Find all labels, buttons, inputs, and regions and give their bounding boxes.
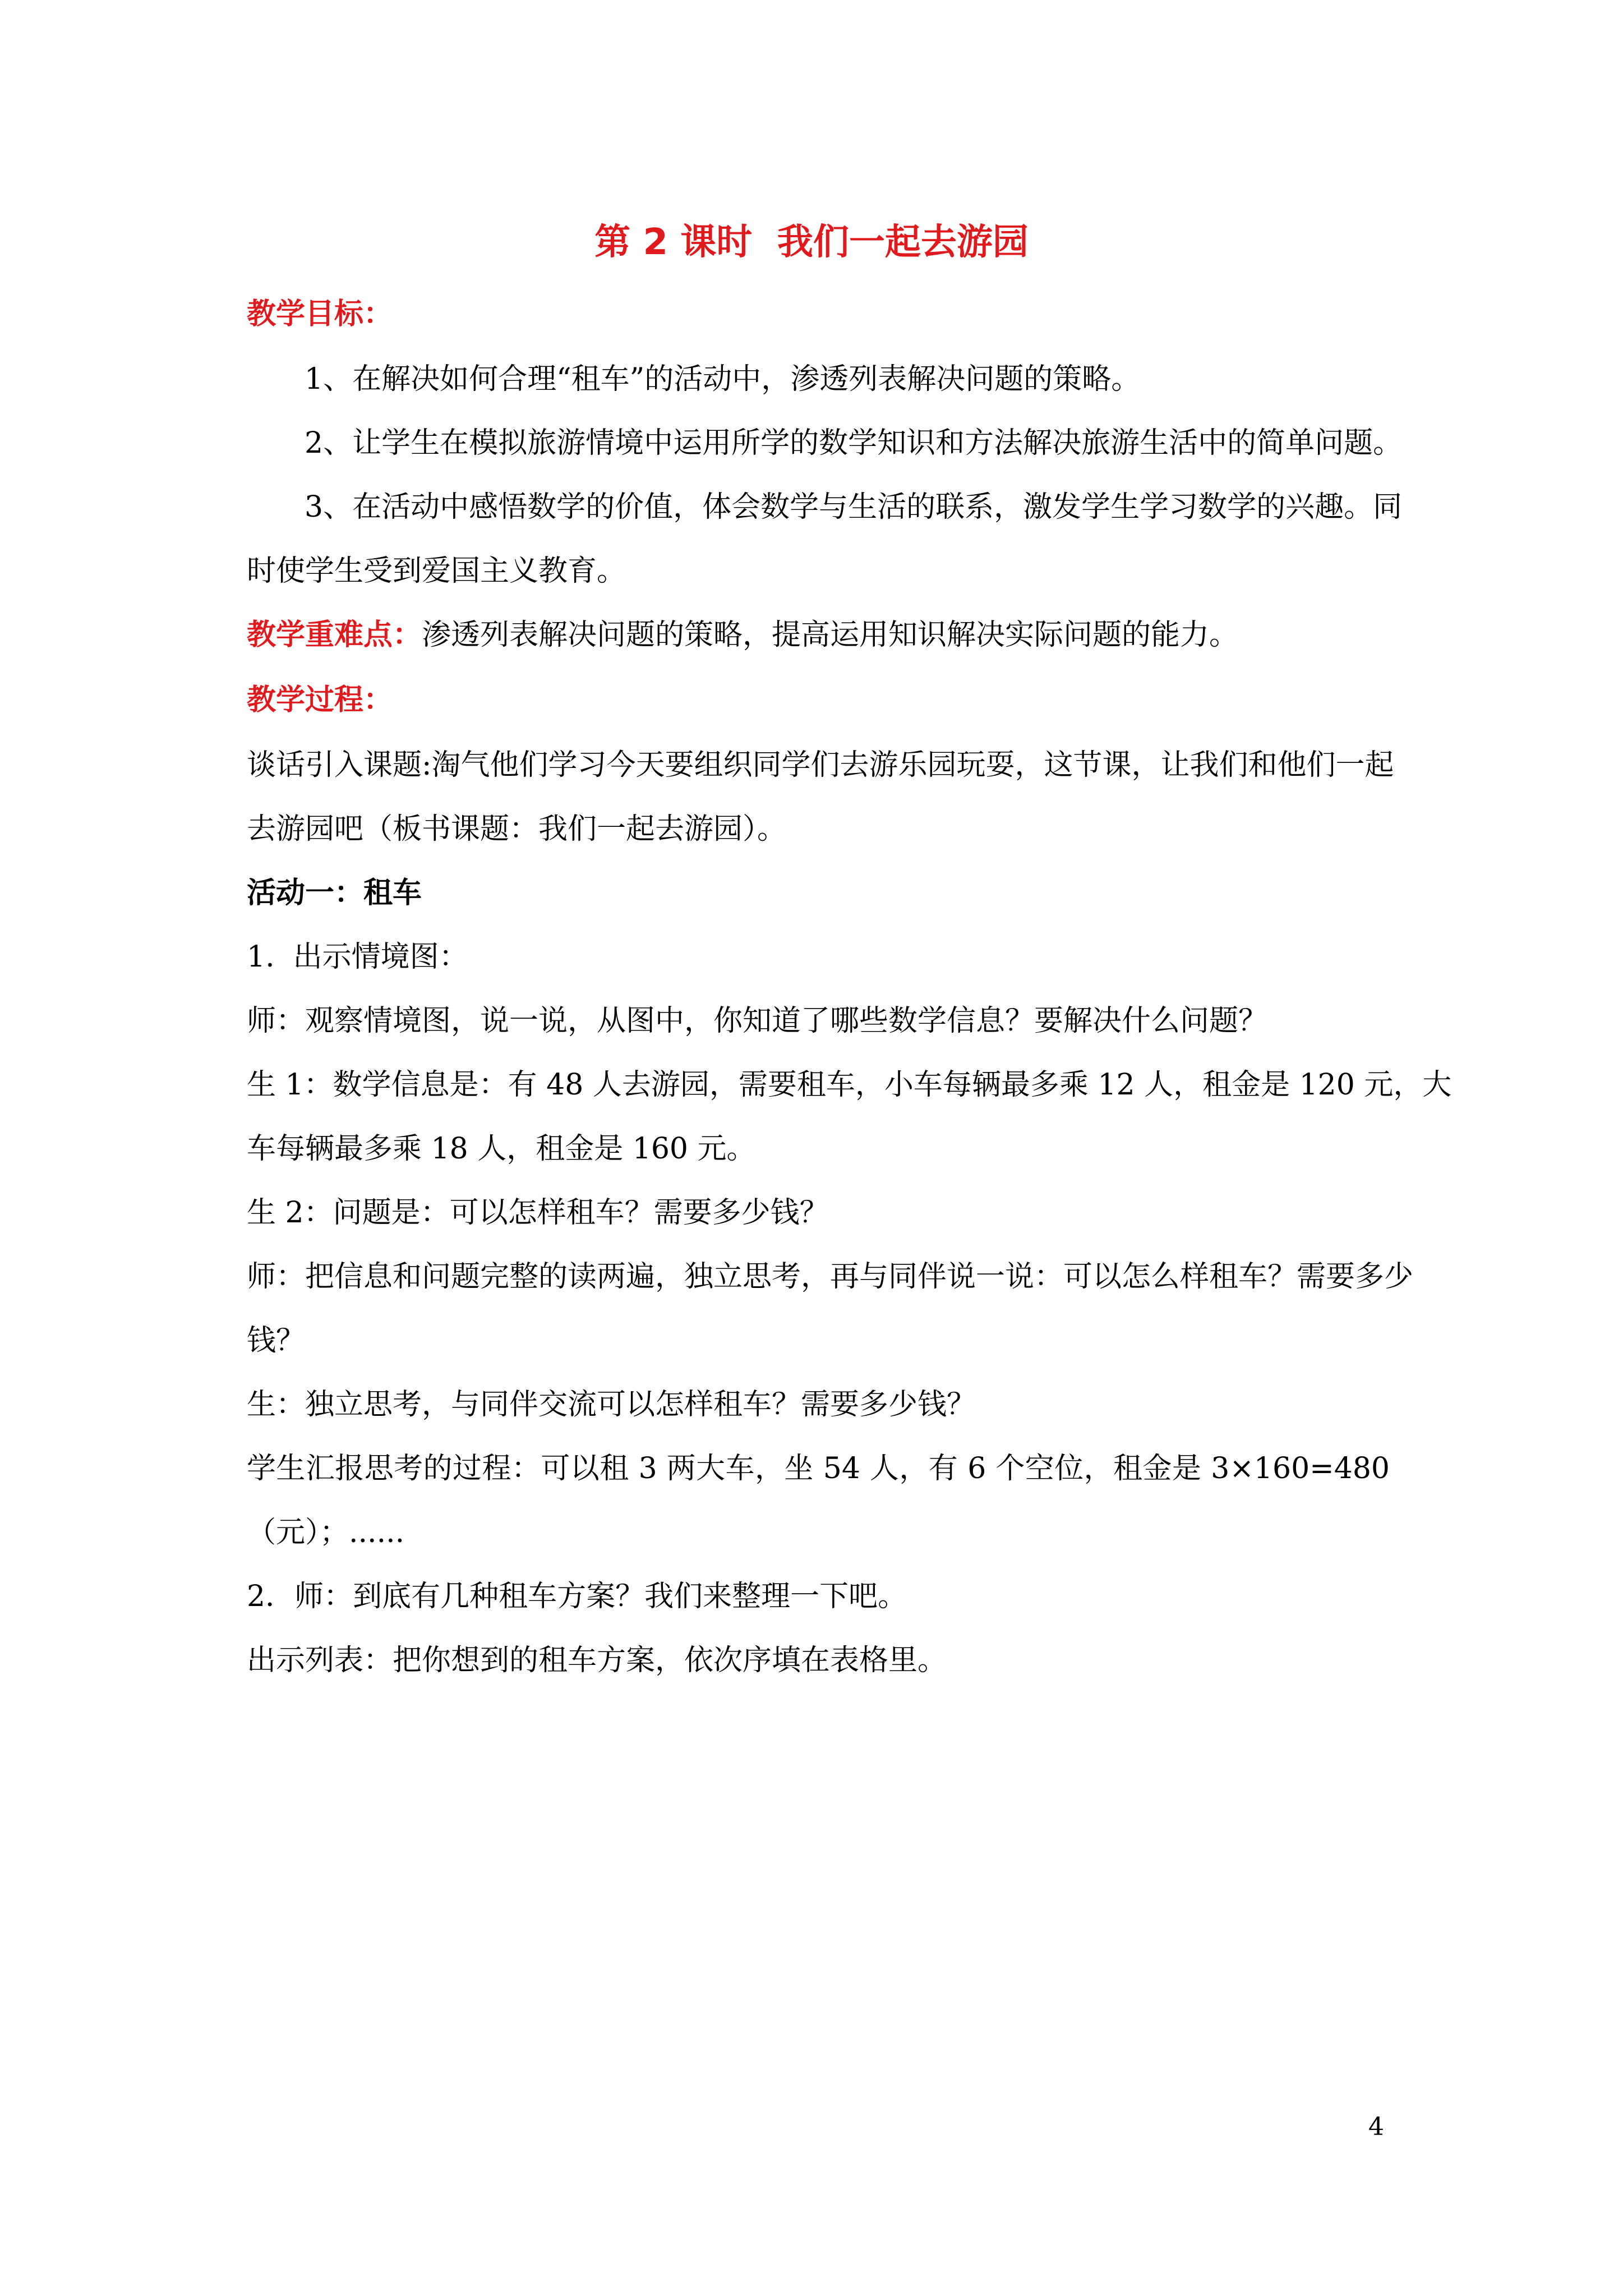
activity1-heading: 活动一：租车: [247, 876, 422, 910]
objective-3-continued: 时使学生受到爱国主义教育。: [247, 554, 626, 588]
objective-3: 3、在活动中感悟数学的价值，体会数学与生活的联系，激发学生学习数学的兴趣。同: [305, 490, 1403, 524]
step-line-3: 生 1：数学信息是：有 48 人去游园，需要租车，小车每辆最多乘 12 人，租金是 120 元，大: [247, 1068, 1452, 1102]
page-number: 4: [1368, 2113, 1384, 2141]
step-line-2: 师：观察情境图，说一说，从图中，你知道了哪些数学信息？要解决什么问题？: [247, 1004, 1268, 1038]
objective-1: 1、在解决如何合理“租车”的活动中，渗透列表解决问题的策略。: [305, 362, 1141, 396]
intro-line-1: 谈话引入课题:淘气他们学习今天要组织同学们去游乐园玩耍，这节课，让我们和他们一起: [247, 748, 1394, 782]
key-points-line: [247, 618, 1238, 652]
page-title: 第 2 课时 我们一起去游园: [594, 222, 1029, 263]
process-heading: 教学过程：: [247, 683, 393, 717]
step-line-12: 出示列表：把你想到的租车方案，依次序填在表格里。: [247, 1644, 947, 1677]
key-points-text: 渗透列表解决问题的策略，提高运用知识解决实际问题的能力。: [422, 618, 1239, 652]
step-line-1: 1. 出示情境图：: [247, 940, 468, 974]
objective-2: 2、让学生在模拟旅游情境中运用所学的数学知识和方法解决旅游生活中的简单问题。: [305, 426, 1403, 460]
step-line-7: 钱？: [247, 1324, 306, 1358]
step-line-9: 学生汇报思考的过程：可以租 3 两大车，坐 54 人，有 6 个空位，租金是 3×160=480: [247, 1452, 1390, 1485]
step-line-10: （元）；......: [247, 1516, 405, 1549]
key-points-label: 教学重难点：: [247, 618, 422, 652]
step-line-6: 师：把信息和问题完整的读两遍，独立思考，再与同伴说一说：可以怎么样租车？需要多少: [247, 1260, 1414, 1294]
objectives-heading: 教学目标：: [247, 297, 393, 331]
step-line-8: 生：独立思考，与同伴交流可以怎样租车？需要多少钱？: [247, 1388, 976, 1421]
intro-line-2: 去游园吧（板书课题：我们一起去游园）。: [247, 812, 787, 846]
step-line-4: 车每辆最多乘 18 人，租金是 160 元。: [247, 1132, 756, 1166]
step-line-11: 2．师：到底有几种租车方案？我们来整理一下吧。: [247, 1580, 907, 1613]
step-line-5: 生 2：问题是：可以怎样租车？需要多少钱？: [247, 1196, 829, 1230]
